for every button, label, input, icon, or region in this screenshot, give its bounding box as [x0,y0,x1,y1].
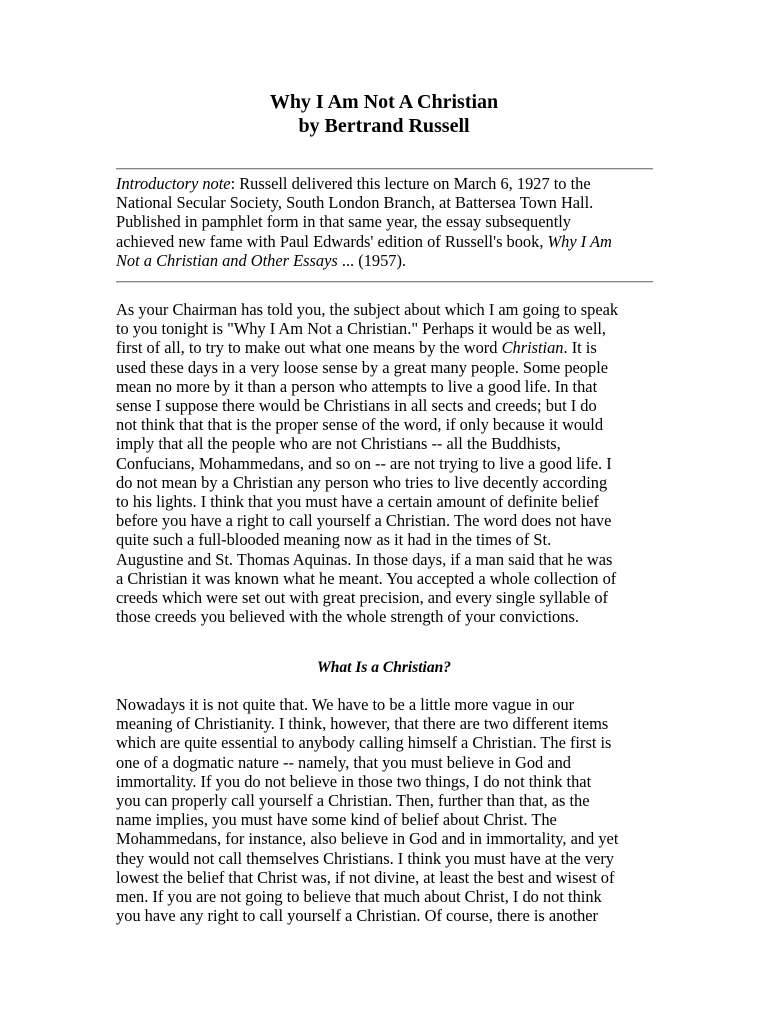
paragraph-line: creeds which were set out with great precision, and every single syllable of [116,588,609,608]
paragraph-line: they would not call themselves Christians. I think you must have at the very [116,848,615,868]
document-title: Why I Am Not A Christian [269,91,499,113]
book-title-italic: Why I Am [547,231,612,251]
paragraph-line: a Christian it was known what he meant. You accepted a whole collection of [116,568,617,588]
document-byline: by Bertrand Russell [298,115,470,137]
body-paragraph-1 [116,300,656,626]
paragraph-line: one of a dogmatic nature -- namely, that you must believe in God and [116,752,572,772]
paragraph-line: quite such a full-blooded meaning now as it had in the times of St. [116,530,552,550]
introductory-note [116,174,656,270]
section-heading: What Is a Christian? [317,659,451,676]
intro-line: Introductory note: Russell delivered this lecture on March 6, 1927 to the [116,174,591,193]
paragraph-line: first of all, to try to make out what one means by the word Christian. It is [116,338,597,358]
paragraph-line: Augustine and St. Thomas Aquinas. In those days, if a man said that he was [116,549,613,569]
italic-word-christian: Christian [501,338,564,358]
paragraph-line: imply that all the people who are not Christians -- all the Buddhists, [116,434,561,454]
intro-line: achieved new fame with Paul Edwards' edition of Russell's book, Why I Am [116,231,612,251]
paragraph-line: those creeds you believed with the whole strength of your convictions. [116,607,579,627]
paragraph-line: immortality. If you do not believe in those two things, I do not think that [116,771,592,791]
paragraph-line: lowest the belief that Christ was, if not divine, at least the best and wisest of [116,867,615,887]
paragraph-line: Nowadays it is not quite that. We have to be a little more vague in our [116,695,575,714]
intro-line: Not a Christian and Other Essays ... (1957). [116,250,407,270]
paragraph-line: Mohammedans, for instance, also believe in God and in immortality, and yet [116,829,619,849]
paragraph-line: men. If you are not going to believe that much about Christ, I do not think [116,887,602,907]
paragraph-line: As your Chairman has told you, the subject about which I am going to speak [116,300,619,319]
paragraph-line: to his lights. I think that you must have a certain amount of definite belief [116,492,599,512]
paragraph-line: name implies, you must have some kind of belief about Christ. The [116,810,557,830]
paragraph-line: meaning of Christianity. I think, however, that there are two different items [116,714,609,734]
paragraph-line: you can properly call yourself a Christian. Then, further than that, as the [116,791,590,811]
paragraph-line: sense I suppose there would be Christians in all sects and creeds; but I do [116,396,597,416]
body-paragraph-2 [116,695,656,925]
paragraph-line: do not mean by a Christian any person who tries to live decently according [116,472,608,492]
paragraph-line: before you have a right to call yourself a Christian. The word does not have [116,511,612,531]
paragraph-line: not think that that is the proper sense of the word, if only because it would [116,415,604,435]
paragraph-line: which are quite essential to anybody calling himself a Christian. The first is [116,733,612,753]
intro-line: National Secular Society, South London Branch, at Battersea Town Hall. [116,193,594,213]
paragraph-line: mean no more by it than a person who attempts to live a good life. In that [116,376,598,396]
paragraph-line: used these days in a very loose sense by a great many people. Some people [116,357,609,377]
horizontal-rule-bottom [116,281,653,283]
intro-line: Published in pamphlet form in that same year, the essay subsequently [116,212,571,232]
intro-label: Introductory note [116,174,231,193]
paragraph-line: Confucians, Mohammedans, and so on -- are not trying to live a good life. I [116,453,612,473]
horizontal-rule-top [116,168,653,170]
paragraph-line: to you tonight is "Why I Am Not a Christian." Perhaps it would be as well, [116,319,607,339]
paragraph-line: you have any right to call yourself a Christian. Of course, there is another [116,906,599,926]
book-title-italic: Not a Christian and Other Essays [116,250,338,270]
